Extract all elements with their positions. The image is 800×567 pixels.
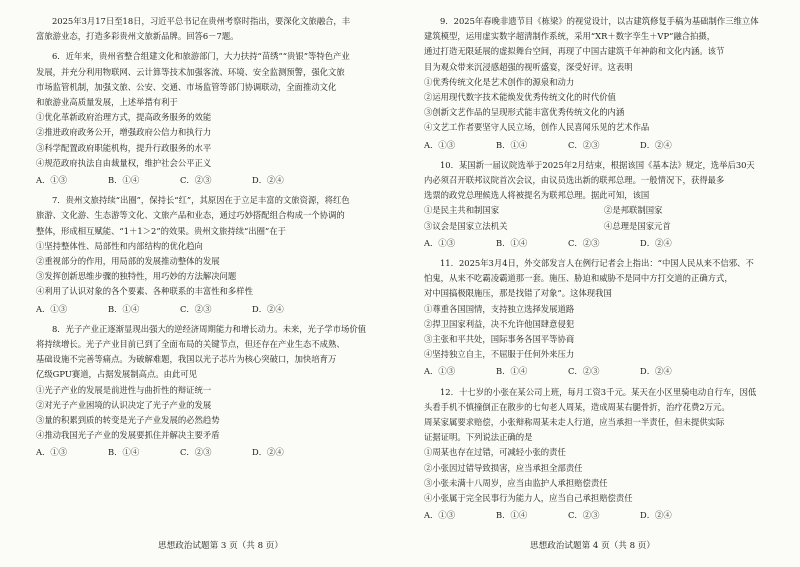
choice-a: A．①③ [36,175,68,186]
question-11 [424,256,788,380]
question-stem: 7．贵州文旅持续“出圈”，保持长“红”，其原因在于立足丰富的文旅资源，将红色 [52,195,350,206]
choice-c: C．②③ [568,366,600,377]
question-stem: 内必须召开联邦议院首次会议，由议员选出新的联邦总理。一般情况下，获得最多 [424,175,725,186]
option-statement: ①尊重各国国情，支持独立选择发展道路 [424,303,575,314]
option-statement: ②捍卫国家利益，决不允许他国肆意侵犯 [424,318,575,329]
choice-a: A．①③ [424,510,456,521]
right-page [424,14,788,524]
option-statement: ③议会是国家立法机关 [424,220,508,231]
question-stem: 亿级GPU赛道，占据发展制高点。由此可见 [36,369,198,380]
option-statement: ①光子产业的发展是前进性与曲折性的辩证统一 [36,384,212,395]
choice-c: C．②③ [180,303,212,314]
option-statement: ④利用了认识对象的各个要素、各种联系的丰富性和多样性 [36,286,253,297]
option-statement: ③发挥创新思维步骤的独特性，用巧妙的方法解决问题 [36,271,237,282]
question-6 [36,49,404,188]
question-stem: 10．某国新一届议院选举于2025年2月结束，根据该国《基本法》规定，选举后30天 [440,159,755,170]
intro-line: 富旅游业态，打造多彩贵州文旅新品牌。回答6－7题。 [36,31,239,42]
option-statement: ①周某也存在过错，可减轻小张的责任 [424,447,566,458]
option-statement: ②对光子产业困境的认识决定了光子产业的发展 [36,399,212,410]
answer-choices [36,173,404,188]
option-statement: ④规范政府执法自由裁量权，维护社会公平正义 [36,157,212,168]
choice-a: A．①③ [36,447,68,458]
choice-b: B．①④ [496,139,528,150]
choice-d: D．②④ [640,366,672,377]
answer-choices [36,302,404,317]
question-stem: 建筑模型，运用虚实数字超清制作系统，采用“XR＋数字孪生＋VP”融合拍摄， [424,31,716,42]
question-stem: 11．2025年3月4日，外交部发言人在例行记者会上指出：“中国人民从来不信邪、不 [440,258,754,269]
left-page [36,14,404,461]
question-9 [424,14,788,153]
option-statement: ③创新文艺作品的呈现形式能丰富优秀传统文化的内涵 [424,107,625,118]
choice-d: D．②④ [252,303,284,314]
option-statement: ④总理是国家元首 [604,220,671,231]
choice-c: C．②③ [568,139,600,150]
choice-c: C．②③ [180,447,212,458]
question-stem: 将持续增长。光子产业目前已到了全面布局的关键节点，但还存在产业生态不成熟、 [36,339,345,350]
choice-b: B．①④ [496,366,528,377]
choice-d: D．②④ [640,510,672,521]
question-stem: 12．十七岁的小张在某公司上班，每月工资3千元。某天在小区里骑电动自行车，因低 [440,386,757,397]
option-statement: ④小张属于完全民事行为能力人，应当自己承担赔偿责任 [424,493,633,504]
choice-d: D．②④ [640,139,672,150]
question-stem: 市场监管机制，加强文旅、公安、交通、市场监管等部门协调联动，全面推动文化 [36,81,337,92]
question-stem: 怕鬼，从来不吃霸凌霸道那一套。施压、胁迫和威胁不是同中方打交道的正确方式， [424,273,733,284]
choice-b: B．①④ [108,303,140,314]
option-statement: ③科学配置政府职能机构，提升行政服务的水平 [36,142,212,153]
option-statement: ④推动我国光子产业的发展要抓住并解决主要矛盾 [36,430,220,441]
question-stem: 和旅游业高质量发展，上述举措有利于 [36,97,178,108]
option-statement: ③小张未满十八周岁，应当由监护人承担赔偿责任 [424,477,608,488]
question-stem: 8．光子产业正逐渐显现出强大的逆经济周期能力和增长动力。未来，光子学市场价值 [52,323,367,334]
question-stem: 证据证明。下列说法正确的是 [424,432,533,443]
question-stem: 9．2025年春晚非遗节目《栋梁》的视觉设计，以古建筑修复手稿为基础制作三维立体 [440,16,759,26]
answer-choices [424,138,788,153]
choice-a: A．①③ [424,237,456,248]
option-row [424,219,788,234]
question-stem: 旅游、文化游、生态游等文化、文旅产品和业态，通过巧妙搭配组合构成一个协调的 [36,210,345,221]
choice-a: A．①③ [36,303,68,314]
choice-d: D．②④ [252,175,284,186]
option-statement: ②重视部分的作用，用局部的发展推动整体的发展 [36,256,220,267]
intro-line: 2025年3月17日至18日，习近平总书记在贵州考察时指出，要深化文旅融合，丰 [52,16,351,26]
question-12 [424,385,788,524]
question-stem: 选票的政党总理候选人将被提名为联邦总理。据此可知，该国 [424,190,650,201]
question-7 [36,193,404,317]
option-row [424,203,788,218]
option-statement: ③量的积累到质的转变是光子产业发展的必然趋势 [36,415,220,426]
answer-choices [424,508,788,523]
question-10 [424,158,788,251]
page-footer-left: 思想政治试题第 3 页（共 8 页） [158,541,283,551]
option-statement: ①优秀传统文化是艺术创作的源泉和动力 [424,76,575,87]
choice-b: B．①④ [496,237,528,248]
page-footer-right: 思想政治试题第 4 页（共 8 页） [530,541,655,551]
choice-c: C．②③ [568,237,600,248]
answer-choices [424,236,788,251]
answer-choices [424,364,788,379]
option-statement: ④文艺工作者要坚守人民立场，创作人民喜闻乐见的艺术作品 [424,122,650,133]
question-stem: 周某家属要求赔偿，小张辩称周某未走人行道，应当承担一半责任，但未提供实际 [424,417,725,428]
question-stem: 目为观众带来沉浸感超强的视听盛宴，深受好评。这表明 [424,61,633,72]
choice-a: A．①③ [424,366,456,377]
option-statement: ②小张因过错导致损害，应当承担全部责任 [424,462,583,473]
option-statement: ④坚持独立自主，不屈服于任何外来压力 [424,349,575,360]
answer-choices [36,445,404,460]
question-stem: 对中国搞极限施压，那是找错了对象”。这体现我国 [424,288,612,299]
choice-b: B．①④ [108,175,140,186]
question-stem: 整体，形成相互赋能、“1＋1＞2”的效果。贵州文旅持续“出圈”在于 [36,225,286,236]
choice-b: B．①④ [108,447,140,458]
question-stem: 通过打造无限延展的虚拟舞台空间，再现了中国古建筑千年神韵和文化内涵。该节 [424,46,725,57]
question-stem: 基础设施不完善等痛点。为破解难题，我国以光子芯片为核心突破口，加快培育万 [36,354,337,365]
question-stem: 头看手机不慎撞倒正在散步的七旬老人周某，造成周某右腿骨折，治疗花费2万元。 [424,401,730,412]
option-statement: ①坚持整体性、局部性和内部结构的优化趋向 [36,240,203,251]
question-8 [36,322,404,461]
choice-c: C．②③ [568,510,600,521]
choice-c: C．②③ [180,175,212,186]
option-statement: ③主张和平共处，国际事务各国平等协商 [424,334,575,345]
choice-a: A．①③ [424,139,456,150]
option-statement: ①是民主共和制国家 [424,205,500,216]
option-statement: ②是邦联制国家 [604,205,663,216]
option-statement: ②推进政府政务公开，增强政府公信力和执行力 [36,127,212,138]
choice-d: D．②④ [252,447,284,458]
choice-d: D．②④ [640,237,672,248]
option-statement: ②运用现代数字技术能焕发优秀传统文化的时代价值 [424,92,616,103]
question-stem: 6．近年来，贵州省整合组建文化和旅游部门，大力扶持“苗绣”“贵银”等特色产业 [52,51,350,62]
choice-b: B．①④ [496,510,528,521]
option-statement: ①优化革新政府治理方式，提高政务服务的效能 [36,112,212,123]
question-stem: 发展，并充分利用物联网、云计算等技术加强客流、环境、安全监测预警，强化文旅 [36,66,345,77]
